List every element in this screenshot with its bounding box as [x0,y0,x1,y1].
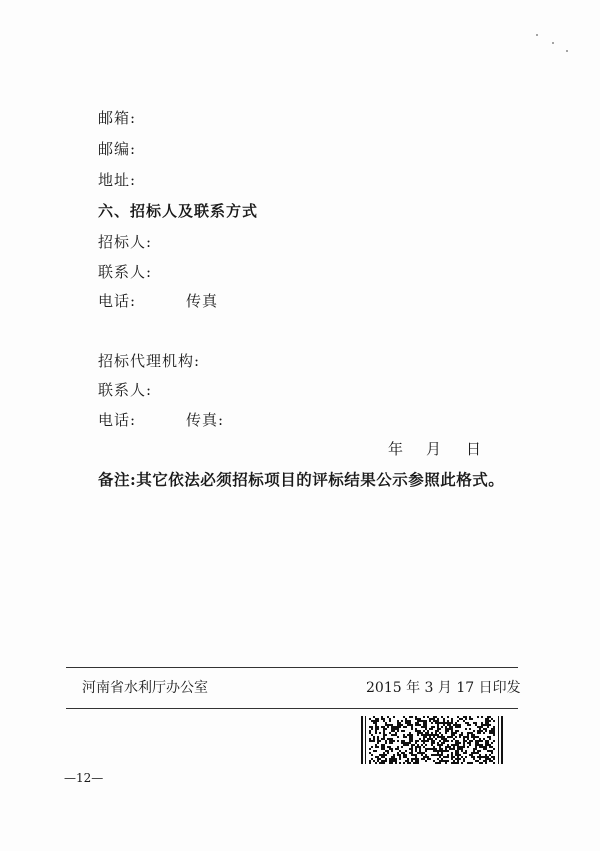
footer-top-rule [66,667,518,668]
date-month: 月 [426,440,443,458]
page-number: —12— [64,771,104,785]
date-day: 日 [466,440,483,458]
date-year: 年 [388,440,405,458]
issue-date: 2015 年 3 月 17 日印发 [366,680,521,696]
footer-bottom-rule [66,708,518,709]
scan-speck [566,50,568,52]
scan-speck [552,42,554,44]
postcode-label: 邮编: [98,140,137,158]
issuing-office: 河南省水利厅办公室 [82,680,208,696]
scan-speck [536,34,538,36]
agency-label: 招标代理机构: [98,352,201,370]
tenderer-phone-label: 电话: [98,292,137,310]
tenderer-label: 招标人: [98,233,153,251]
section-heading: 六、招标人及联系方式 [98,202,259,220]
agency-contact-label: 联系人: [98,381,153,399]
address-label: 地址: [98,171,137,189]
document-barcode-image [361,716,503,764]
tenderer-contact-label: 联系人: [98,263,153,281]
agency-fax-label: 传真: [186,411,225,429]
tenderer-fax-label: 传真 [186,292,219,310]
agency-phone-label: 电话: [98,411,137,429]
mailbox-label: 邮箱: [98,109,137,127]
remark-note: 备注:其它依法必须招标项目的评标结果公示参照此格式。 [98,470,505,489]
